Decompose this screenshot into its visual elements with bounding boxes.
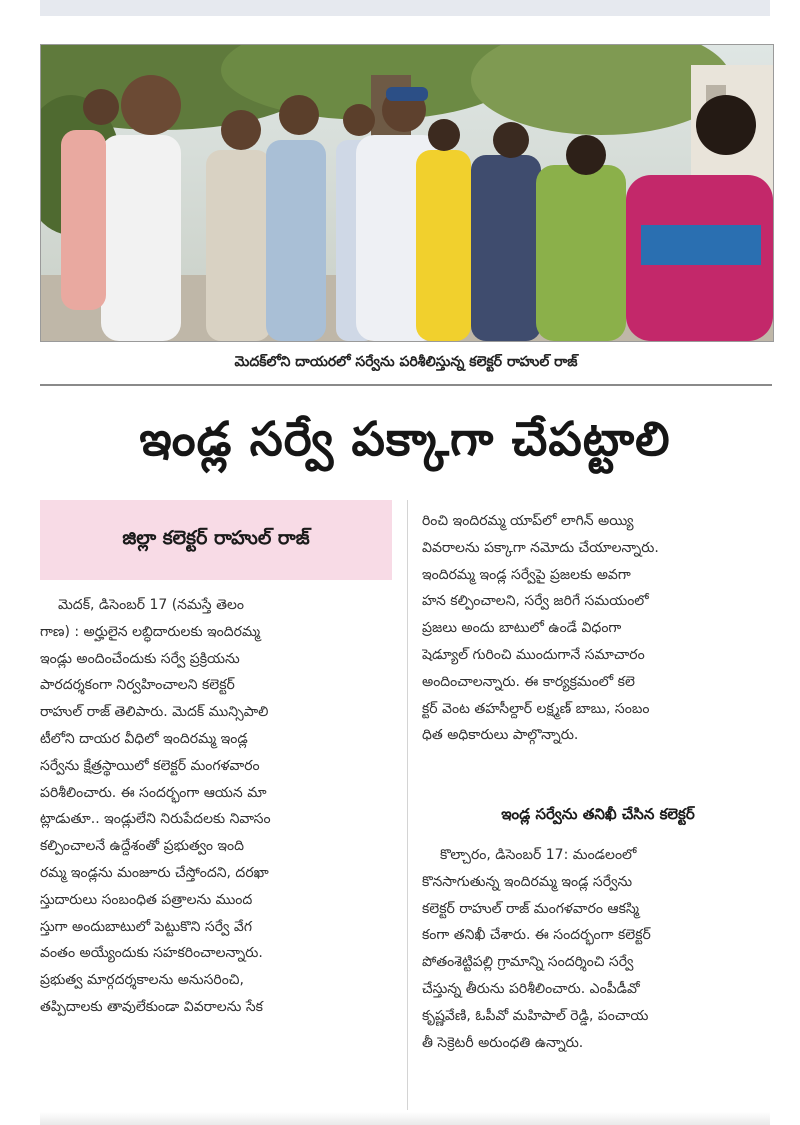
text-line: క్టర్‌ వెంట తహసీల్దార్‌ లక్ష్మణ్‌ బాబు, సంబం <box>422 700 650 717</box>
text-line: ధిత అధికారులు పాల్గొన్నారు. <box>422 727 579 744</box>
text-line: పారదర్శకంగా నిర్వహించాలని కలెక్టర్‌ <box>40 677 235 694</box>
text-line: హన కల్పించాలని, సర్వే జరిగే సమయంలో <box>422 593 649 610</box>
text-line: మెదక్‌, డిసెంబర్‌ 17 (నమస్తే తెలం <box>58 597 245 613</box>
right-column-bottom <box>422 842 774 1104</box>
text-line: కొనసాగుతున్న ఇందిరమ్మ ఇండ్ల సర్వేను <box>422 873 633 890</box>
text-line: కృష్ణవేణి, ఓపీవో మహిపాల్‌ రెడ్డి, పంచాయ <box>422 1007 649 1024</box>
text-line: రమ్మ ఇండ్లను మంజూరు చేస్తోందని, దరఖా <box>40 864 269 881</box>
text-line: కొల్చారం, డిసెంబర్‌ 17: మండలంలో <box>440 847 637 863</box>
text-line: కలెక్టర్‌ రాహుల్‌ రాజ్‌ మంగళవారం ఆకస్మి <box>422 900 640 917</box>
text-line: వంతం అయ్యేందుకు సహకరించాలన్నారు. <box>40 945 263 962</box>
text-line: కల్పించాలనే ఉద్దేశంతో ప్రభుత్వం ఇంది <box>40 838 245 855</box>
text-line: చేస్తున్న తీరును పరిశీలించారు. ఎంపీడీవో <box>422 980 640 997</box>
left-column <box>40 592 392 1118</box>
right-column-top <box>422 508 774 786</box>
column-divider <box>407 500 408 1110</box>
text-line: ప్రజలు అందు బాటులో ఉండే విధంగా <box>422 620 622 637</box>
news-photo <box>40 44 774 342</box>
text-line: పరిశీలించారు. ఈ సందర్భంగా ఆయన మా <box>40 784 267 801</box>
text-line: తీ సెక్రెటరీ అరుంధతి ఉన్నారు. <box>422 1034 584 1051</box>
text-line: గాణ) : అర్హులైన లబ్ధిదారులకు ఇందిరమ్మ <box>40 623 261 640</box>
page-bottom-edge <box>40 1112 770 1125</box>
subheading: ఇండ్ల సర్వేను తనిఖీ చేసిన కలెక్టర్‌ <box>501 805 695 823</box>
text-line: తప్పిదాలకు తావులేకుండా వివరాలను సేక <box>40 998 263 1015</box>
headline-divider <box>40 384 772 386</box>
text-line: స్తుగా అందుబాటులో పెట్టుకొని సర్వే వేగ <box>40 918 253 935</box>
text-line: ట్లాడుతూ.. ఇండ్లులేని నిరుపేదలకు నివాసం <box>40 811 271 828</box>
text-line: రాహుల్‌ రాజ్‌ తెలిపారు. మెదక్‌ మున్సిపాలి <box>40 704 269 721</box>
text-line: అందించాలన్నారు. ఈ కార్యక్రమంలో కలె <box>422 673 635 690</box>
top-strip <box>40 0 770 16</box>
headline: ఇండ్ల సర్వే పక్కాగా చేపట్టాలి <box>139 412 671 467</box>
text-line: టీలోని దాయర వీధిలో ఇందిరమ్మ ఇండ్ల <box>40 730 248 747</box>
text-line: వివరాలను పక్కాగా నమోదు చేయాలన్నారు. <box>422 539 659 556</box>
byline-text: జిల్లా కలెక్టర్‌ రాహుల్‌ రాజ్‌ <box>122 526 310 549</box>
text-line: పోతంశెట్టిపల్లి గ్రామాన్ని సందర్శించి సర్వే <box>422 954 634 971</box>
byline-box <box>40 500 392 580</box>
text-line: రించి ఇందిరమ్మ యాప్‌లో లాగిన్‌ అయ్యి <box>422 513 634 529</box>
text-line: కంగా తనిఖీ చేశారు. ఈ సందర్భంగా కలెక్టర్‌ <box>422 927 651 944</box>
text-line: ఇందిరమ్మ ఇండ్ల సర్వేపై ప్రజలకు అవగా <box>422 566 631 583</box>
text-line: స్తుదారులు సంబంధిత పత్రాలను ముంద <box>40 891 253 908</box>
text-line: ప్రభుత్వ మార్గదర్శకాలను అనుసరించి, <box>40 972 244 989</box>
text-line: సర్వేను క్షేత్రస్థాయిలో కలెక్టర్‌ మంగళవారం <box>40 757 260 774</box>
text-line: ఇండ్లు అందించేందుకు సర్వే ప్రక్రియను <box>40 650 240 667</box>
photo-caption: మెదక్‌లోని దాయరలో సర్వేను పరిశీలిస్తున్న కలెక్టర్‌ రాహుల్‌ రాజ్‌ <box>234 354 578 370</box>
text-line: షెడ్యూల్‌ గురించి ముందుగానే సమాచారం <box>422 646 645 663</box>
